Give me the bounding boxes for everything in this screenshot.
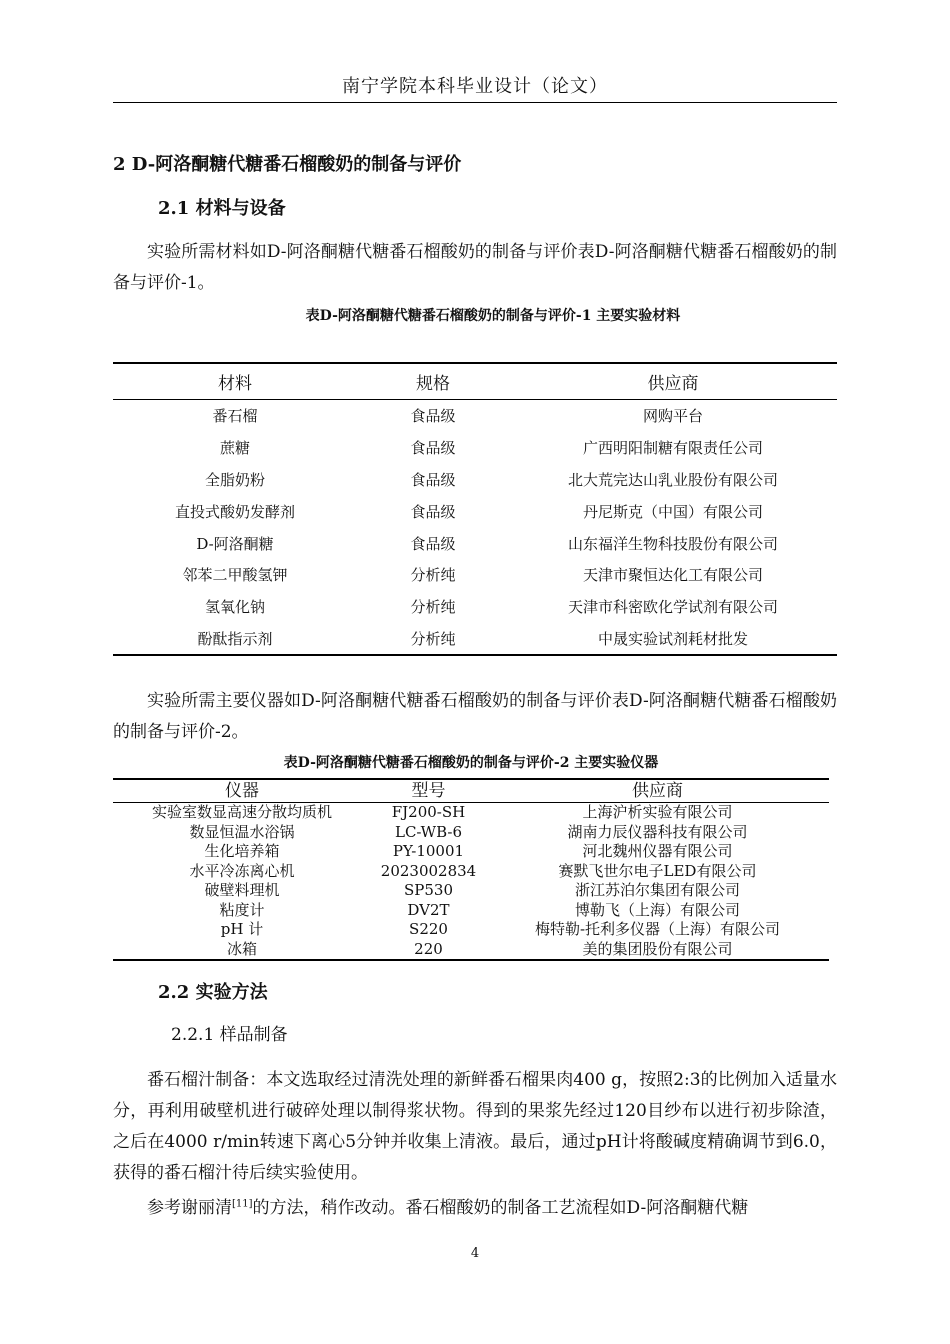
- process-paragraph: [113, 1193, 837, 1224]
- table-cell: LC-WB-6: [394, 822, 463, 841]
- table-cell: 广西明阳制糖有限责任公司: [582, 439, 763, 458]
- section-heading: 2 D-阿洛酮糖代糖番石榴酸奶的制备与评价: [113, 154, 462, 175]
- table-cell: 邻苯二甲酸氢钾: [182, 566, 288, 585]
- column-header: 型号: [411, 781, 446, 801]
- column-header: 仪器: [225, 781, 259, 801]
- table-row: [113, 623, 837, 656]
- table-row: [113, 432, 837, 464]
- column-header: 供应商: [647, 374, 699, 394]
- table-cell: 食品级: [410, 534, 456, 553]
- table-cell: 冰箱: [226, 939, 257, 958]
- table-1-caption: 表D-阿洛酮糖代糖番石榴酸奶的制备与评价-1 主要实验材料: [305, 308, 681, 324]
- paragraph-text: 的方法，稍作改动。番石榴酸奶的制备工艺流程如D-阿洛酮糖代糖: [252, 1198, 749, 1218]
- table-row: [113, 495, 837, 527]
- table-cell: 食品级: [410, 439, 456, 458]
- table-cell: 中晟实验试剂耗材批发: [597, 629, 748, 648]
- table-cell: 天津市科密欧化学试剂有限公司: [567, 598, 778, 617]
- table-cell: S220: [409, 920, 448, 939]
- running-header: 南宁学院本科毕业设计（论文）: [113, 74, 837, 103]
- table-row: [113, 527, 837, 559]
- table-cell: 天津市聚恒达化工有限公司: [582, 566, 763, 585]
- table-cell: 浙江苏泊尔集团有限公司: [574, 881, 740, 900]
- materials-table: [113, 362, 837, 656]
- table-cell: 2023002834: [380, 861, 477, 880]
- table-cell: 湖南力辰仪器科技有限公司: [567, 822, 748, 841]
- table-cell: 分析纯: [410, 566, 456, 585]
- materials-paragraph: 实验所需材料如D-阿洛酮糖代糖番石榴酸奶的制备与评价表D-阿洛酮糖代糖番石榴酸奶的制备与评价-1。: [113, 242, 837, 293]
- table-cell: 上海沪析实验有限公司: [582, 803, 733, 822]
- table-cell: 蔗糖: [219, 439, 250, 458]
- subsubsection-heading-sample-prep: 2.2.1 样品制备: [171, 1025, 288, 1045]
- page-number: 4: [470, 1246, 480, 1261]
- table-cell: 博勒飞（上海）有限公司: [574, 900, 740, 919]
- table-cell: 食品级: [410, 502, 456, 521]
- table-cell: 破壁料理机: [204, 881, 280, 900]
- subsection-heading-materials: 2.1 材料与设备: [158, 198, 286, 219]
- table-row: [113, 591, 837, 623]
- paragraph-text: 参考谢丽清: [147, 1198, 232, 1218]
- table-cell: 水平冷冻离心机: [189, 861, 295, 880]
- table-cell: 分析纯: [410, 629, 456, 648]
- sample-prep-paragraph: 番石榴汁制备：本文选取经过清洗处理的新鲜番石榴果肉400 g，按照2:3的比例加入适量水分，再利用破壁机进行破碎处理以制得浆状物。得到的果浆先经过120目纱布以进行初步除渣，之后在4000 r/min转速下离心5分钟并收集上清液。最后，通过pH计将酸碱度精确调节到6.0，获得的番石榴汁待后续实验使用。: [113, 1070, 837, 1183]
- instruments-paragraph: 实验所需主要仪器如D-阿洛酮糖代糖番石榴酸奶的制备与评价表D-阿洛酮糖代糖番石榴酸奶的制备与评价-2。: [113, 691, 837, 742]
- table-cell: 河北魏州仪器有限公司: [582, 842, 733, 861]
- table-cell: 酚酞指示剂: [197, 629, 273, 648]
- table-row: [113, 940, 829, 961]
- table-cell: 220: [414, 939, 443, 958]
- instruments-table: [113, 778, 829, 961]
- table-cell: 丹尼斯克（中国）有限公司: [582, 502, 763, 521]
- table-cell: 山东福洋生物科技股份有限公司: [567, 534, 778, 553]
- table-cell: pH 计: [220, 920, 264, 939]
- table-row: [113, 803, 829, 823]
- table-cell: 美的集团股份有限公司: [582, 939, 733, 958]
- table-cell: 北大荒完达山乳业股份有限公司: [567, 470, 778, 489]
- table-header-row: [113, 363, 837, 400]
- table-cell: 食品级: [410, 407, 456, 426]
- table-header-row: [113, 779, 829, 803]
- table-cell: 网购平台: [642, 407, 703, 426]
- table-row: [113, 559, 837, 591]
- table-cell: D-阿洛酮糖: [196, 534, 274, 553]
- table-row: [113, 464, 837, 496]
- subsection-heading-methods: 2.2 实验方法: [158, 982, 268, 1003]
- citation-reference[interactable]: [11]: [232, 1198, 253, 1210]
- table-cell: 食品级: [410, 470, 456, 489]
- table-row: [113, 901, 829, 921]
- table-cell: 直投式酸奶发酵剂: [174, 502, 295, 521]
- table-row: [113, 862, 829, 882]
- table-cell: 粘度计: [219, 900, 265, 919]
- table-row: [113, 881, 829, 901]
- column-header: 供应商: [632, 781, 683, 801]
- column-header: 材料: [218, 374, 252, 394]
- table-row: [113, 842, 829, 862]
- table-cell: 梅特勒-托利多仪器（上海）有限公司: [534, 920, 781, 939]
- table-row: [113, 823, 829, 843]
- table-cell: DV2T: [407, 900, 450, 919]
- column-header: 规格: [416, 374, 450, 394]
- table-cell: 数显恒温水浴锅: [189, 822, 295, 841]
- table-cell: 生化培养箱: [204, 842, 280, 861]
- table-2-caption: 表D-阿洛酮糖代糖番石榴酸奶的制备与评价-2 主要实验仪器: [283, 755, 659, 771]
- table-cell: 氢氧化钠: [204, 598, 265, 617]
- table-cell: PY-10001: [392, 842, 465, 861]
- table-cell: 番石榴: [212, 407, 258, 426]
- table-cell: FJ200-SH: [391, 803, 466, 822]
- table-cell: 分析纯: [410, 598, 456, 617]
- table-row: [113, 920, 829, 940]
- table-cell: 全脂奶粉: [204, 470, 265, 489]
- table-row: [113, 400, 837, 432]
- table-cell: 赛默飞世尔电子LED有限公司: [558, 861, 757, 880]
- table-cell: 实验室数显高速分散均质机: [151, 803, 332, 822]
- table-cell: SP530: [404, 881, 453, 900]
